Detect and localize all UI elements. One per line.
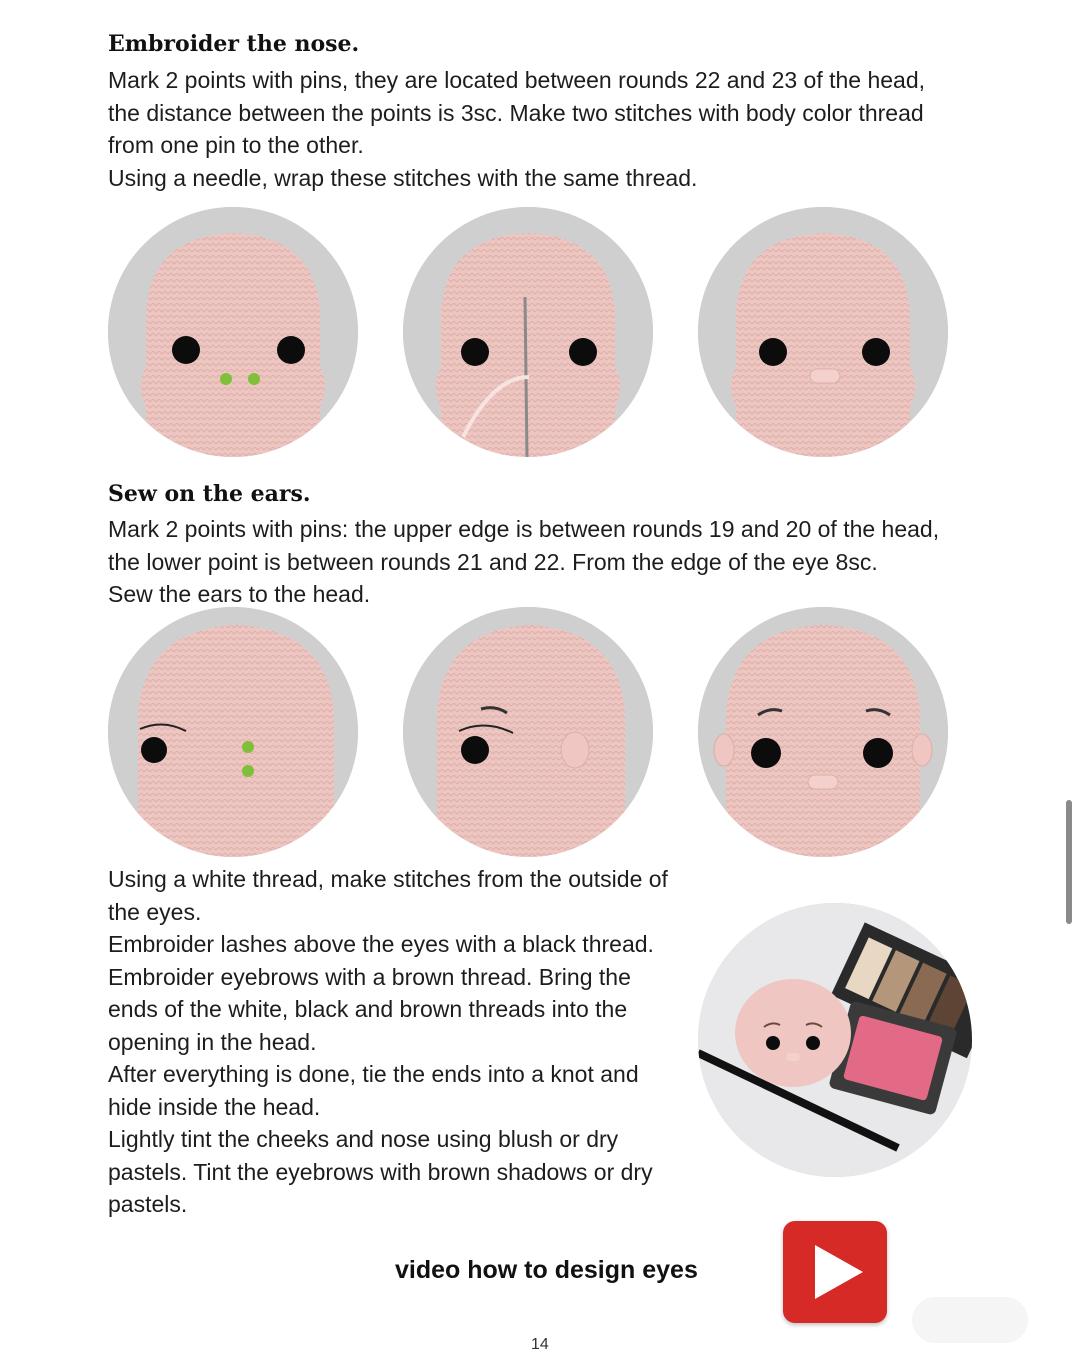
text-line: Mark 2 points with pins, they are located between rounds 22 and 23 of the head, [108, 67, 926, 93]
text-line: the lower point is between rounds 21 and 22. From the edge of the eye 8sc. [108, 548, 878, 575]
text-line: Mark 2 points with pins: the upper edge is between rounds 19 and 20 of the head, [108, 516, 940, 542]
ears-step-photo-1 [108, 607, 358, 857]
ears-instructions [108, 513, 939, 611]
text-line: the eyes. [108, 898, 202, 925]
text-line: the distance between the points is 3sc. Make two stitches with body color thread [108, 99, 924, 126]
page-number: 14 [531, 1336, 549, 1353]
text-line: ends of the white, black and brown threads into the [108, 996, 628, 1022]
finishing-instructions [108, 863, 668, 1221]
text-line: hide inside the head. [108, 1093, 321, 1120]
nose-instructions [108, 64, 925, 194]
makeup-photo [698, 903, 972, 1177]
text-line: opening in the head. [108, 1028, 317, 1055]
nose-heading: Embroider the nose. [108, 31, 360, 57]
video-link-label[interactable]: video how to design eyes [395, 1256, 698, 1284]
ears-heading: Sew on the ears. [108, 481, 311, 507]
text-line: Using a needle, wrap these stitches with the same thread. [108, 164, 698, 191]
text-line: from one pin to the other. [108, 132, 364, 158]
nose-step-photo-2 [403, 207, 653, 457]
text-line: Sew the ears to the head. [108, 581, 371, 607]
text-line: pastels. Tint the eyebrows with brown shadows or dry [108, 1158, 653, 1185]
nose-step-photo-3 [698, 207, 948, 457]
scrollbar-thumb[interactable] [1066, 800, 1072, 924]
watermark-badge [912, 1297, 1028, 1343]
text-line: pastels. [108, 1191, 188, 1217]
text-line: Lightly tint the cheeks and nose using blush or dry [108, 1126, 619, 1152]
text-line: After everything is done, tie the ends into a knot and [108, 1061, 639, 1087]
ears-step-photo-3 [698, 607, 948, 857]
ears-step-photo-2 [403, 607, 653, 857]
text-line: Embroider lashes above the eyes with a black thread. [108, 931, 654, 957]
play-icon [783, 1221, 887, 1323]
text-line: Embroider eyebrows with a brown thread. Bring the [108, 963, 631, 990]
nose-step-photo-1 [108, 207, 358, 457]
text-line: Using a white thread, make stitches from the outside of [108, 866, 668, 892]
video-play-button[interactable] [783, 1221, 887, 1323]
